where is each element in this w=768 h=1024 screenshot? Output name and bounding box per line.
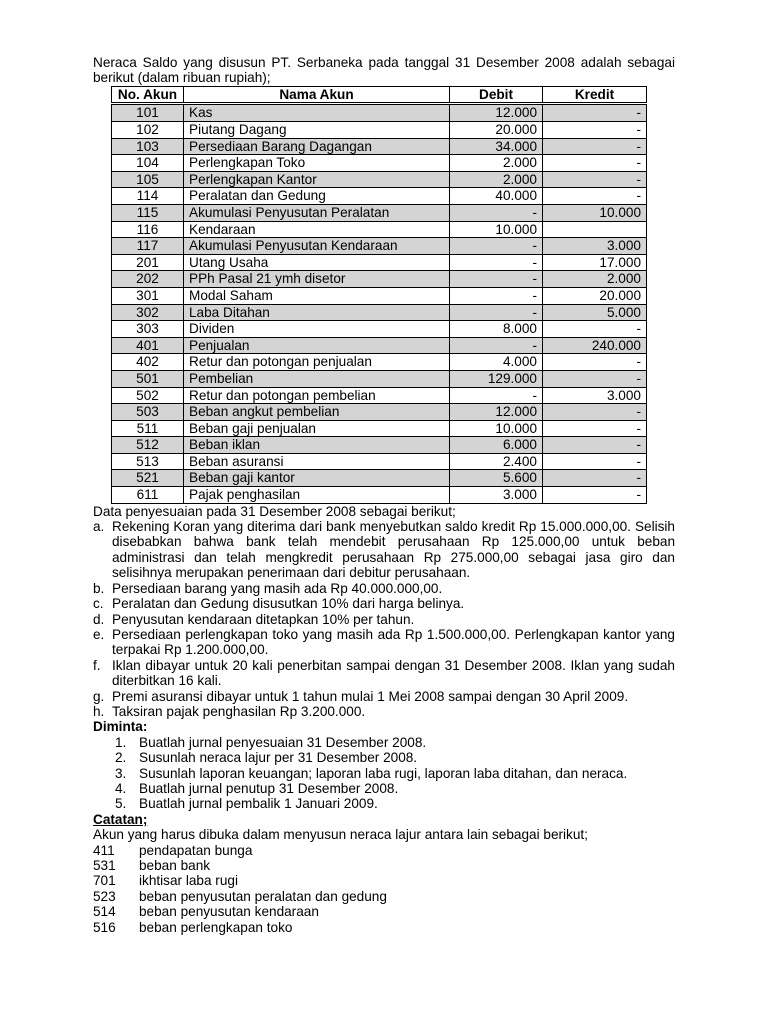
intro-paragraph: Neraca Saldo yang disusun PT. Serbaneka pada tanggal 31 Desember 2008 adalah sebagai berikut (dalam ribuan rupiah); — [93, 55, 675, 86]
table-row — [112, 470, 647, 487]
cell-credit: - — [543, 321, 647, 338]
cell-account-name: Dividen — [184, 321, 450, 338]
adjustment-item-marker: a. — [93, 519, 105, 535]
table-row — [112, 138, 647, 155]
table-row — [112, 221, 647, 238]
cell-account-name: Retur dan potongan penjualan — [184, 354, 450, 371]
cell-credit: 3.000 — [543, 387, 647, 404]
account-code: 523 — [93, 888, 116, 904]
task-item — [115, 750, 675, 765]
cell-account-name: Akumulasi Penyusutan Kendaraan — [184, 238, 450, 255]
cell-debit: 20.000 — [450, 122, 543, 139]
cell-account-number: 511 — [112, 420, 184, 437]
cell-account-name: PPh Pasal 21 ymh disetor — [184, 271, 450, 288]
cell-account-number: 117 — [112, 238, 184, 255]
cell-debit: 2.000 — [450, 155, 543, 172]
adjustment-item-text: Iklan dibayar untuk 20 kali penerbitan sampai dengan 31 Desember 2008. Iklan yang sudah diterbitkan 16 kali. — [112, 657, 675, 689]
cell-debit: - — [450, 271, 543, 288]
adjustment-item-text: Premi asuransi dibayar untuk 1 tahun mulai 1 Mei 2008 sampai dengan 30 April 2009. — [112, 688, 629, 704]
cell-account-name: Pajak penghasilan — [184, 487, 450, 504]
table-row — [112, 487, 647, 504]
table-row — [112, 337, 647, 354]
cell-account-number: 302 — [112, 304, 184, 321]
table-row — [112, 321, 647, 338]
table-row — [112, 420, 647, 437]
task-item-text: Susunlah laporan keuangan; laporan laba rugi, laporan laba ditahan, dan neraca. — [139, 765, 628, 781]
cell-debit: 10.000 — [450, 221, 543, 238]
cell-account-name: Retur dan potongan pembelian — [184, 387, 450, 404]
cell-debit: - — [450, 337, 543, 354]
cell-account-number: 501 — [112, 370, 184, 387]
cell-account-number: 513 — [112, 453, 184, 470]
task-item — [115, 781, 675, 796]
adjustment-item-marker: e. — [93, 626, 105, 642]
cell-account-name: Akumulasi Penyusutan Peralatan — [184, 204, 450, 221]
table-row — [112, 122, 647, 139]
adjustment-item — [93, 689, 675, 704]
cell-account-number: 503 — [112, 404, 184, 421]
account-name: beban bank — [139, 858, 211, 873]
adjustment-item-text: Penyusutan kendaraan ditetapkan 10% per tahun. — [112, 611, 415, 627]
cell-credit: - — [543, 470, 647, 487]
adjustment-item — [93, 658, 675, 689]
cell-debit: 40.000 — [450, 188, 543, 205]
cell-credit: - — [543, 420, 647, 437]
table-row — [112, 370, 647, 387]
adjustment-item-text: Peralatan dan Gedung disusutkan 10% dari harga belinya. — [112, 596, 465, 612]
cell-account-number: 104 — [112, 155, 184, 172]
cell-credit: 2.000 — [543, 271, 647, 288]
table-row — [112, 287, 647, 304]
cell-account-name: Beban iklan — [184, 437, 450, 454]
task-item-marker: 4. — [115, 780, 127, 796]
cell-account-name: Peralatan dan Gedung — [184, 188, 450, 205]
cell-credit: - — [543, 437, 647, 454]
cell-debit: 12.000 — [450, 104, 543, 122]
cell-account-number: 502 — [112, 387, 184, 404]
cell-account-number: 402 — [112, 354, 184, 371]
cell-account-name: Beban angkut pembelian — [184, 404, 450, 421]
cell-debit: 12.000 — [450, 404, 543, 421]
table-row — [112, 354, 647, 371]
table-row — [112, 188, 647, 205]
adjustment-item-text: Taksiran pajak penghasilan Rp 3.200.000. — [112, 703, 366, 719]
cell-account-number: 611 — [112, 487, 184, 504]
adjustments-title: Data penyesuaian pada 31 Desember 2008 sebagai berikut; — [93, 503, 456, 519]
adjustment-item-text: Rekening Koran yang diterima dari bank menyebutkan saldo kredit Rp 15.000.000,00. Selisih disebabkan bahwa bank telah mendebit perusahaan Rp 125.000,00 untuk beban administrasi dan telah mengkredit perusahaan Rp 275.000,00 sebagai jasa giro dan selisihnya merupakan penerimaan dari debitur perusahaan. — [112, 519, 675, 581]
table-row — [112, 387, 647, 404]
cell-account-name: Beban gaji kantor — [184, 470, 450, 487]
table-row — [112, 437, 647, 454]
account-code: 701 — [93, 873, 116, 889]
task-item — [115, 766, 675, 781]
cell-debit: 8.000 — [450, 321, 543, 338]
task-item — [115, 735, 675, 750]
cell-credit: 17.000 — [543, 254, 647, 271]
cell-account-number: 303 — [112, 321, 184, 338]
cell-account-number: 512 — [112, 437, 184, 454]
account-code: 514 — [93, 904, 116, 920]
catatan-heading: Catatan; — [93, 811, 148, 827]
trial-balance-table — [111, 86, 647, 504]
cell-account-name: Laba Ditahan — [184, 304, 450, 321]
task-item-text: Buatlah jurnal pembalik 1 Januari 2009. — [139, 796, 378, 812]
cell-account-name: Beban asuransi — [184, 453, 450, 470]
cell-debit: 2.000 — [450, 171, 543, 188]
adjustment-item-text: Persediaan perlengkapan toko yang masih ada Rp 1.500.000,00. Perlengkapan kantor yang terpakai Rp 1.200.000,00. — [112, 626, 675, 658]
adjustment-item-marker: c. — [93, 596, 104, 612]
cell-account-number: 103 — [112, 138, 184, 155]
cell-account-number: 101 — [112, 104, 184, 122]
account-name: pendapatan bunga — [139, 842, 253, 858]
adjustment-item — [93, 627, 675, 658]
cell-debit: 6.000 — [450, 437, 543, 454]
table-row — [112, 104, 647, 122]
adjustments-list — [93, 519, 675, 719]
header-nama-akun: Nama Akun — [184, 86, 450, 104]
diminta-heading: Diminta: — [93, 719, 148, 735]
task-item-marker: 2. — [115, 750, 127, 766]
cell-account-number: 521 — [112, 470, 184, 487]
cell-account-name: Pembelian — [184, 370, 450, 387]
task-item — [115, 796, 675, 811]
task-item-text: Buatlah jurnal penutup 31 Desember 2008. — [139, 780, 399, 796]
cell-credit: - — [543, 138, 647, 155]
cell-debit: 5.600 — [450, 470, 543, 487]
cell-account-name: Kas — [184, 104, 450, 122]
account-item — [93, 904, 675, 919]
cell-credit: - — [543, 404, 647, 421]
adjustment-item — [93, 581, 675, 596]
cell-debit: 4.000 — [450, 354, 543, 371]
adjustment-item-text: Persediaan barang yang masih ada Rp 40.000.000,00. — [112, 580, 443, 596]
cell-account-name: Kendaraan — [184, 221, 450, 238]
cell-account-name: Modal Saham — [184, 287, 450, 304]
cell-credit: - — [543, 104, 647, 122]
adjustment-item-marker: f. — [93, 657, 101, 673]
cell-account-name: Persediaan Barang Dagangan — [184, 138, 450, 155]
adjustment-item-marker: d. — [93, 611, 105, 627]
cell-credit: - — [543, 487, 647, 504]
adjustment-item-marker: h. — [93, 703, 105, 719]
cell-account-number: 102 — [112, 122, 184, 139]
task-item-text: Susunlah neraca lajur per 31 Desember 2008. — [139, 750, 418, 766]
cell-credit: - — [543, 171, 647, 188]
cell-credit: 240.000 — [543, 337, 647, 354]
table-row — [112, 453, 647, 470]
adjustment-item-marker: g. — [93, 688, 105, 704]
account-code: 411 — [93, 842, 115, 858]
cell-credit: - — [543, 354, 647, 371]
cell-debit: 34.000 — [450, 138, 543, 155]
account-name: beban penyusutan peralatan dan gedung — [139, 888, 387, 904]
table-row — [112, 204, 647, 221]
table-row — [112, 171, 647, 188]
account-code: 516 — [93, 919, 116, 935]
cell-account-name: Utang Usaha — [184, 254, 450, 271]
adjustment-item — [93, 704, 675, 719]
account-item — [93, 843, 675, 858]
cell-credit: 10.000 — [543, 204, 647, 221]
account-name: ikhtisar laba rugi — [139, 873, 238, 889]
cell-debit: - — [450, 387, 543, 404]
cell-debit: 10.000 — [450, 420, 543, 437]
account-item — [93, 858, 675, 873]
cell-account-name: Perlengkapan Toko — [184, 155, 450, 172]
cell-credit: - — [543, 122, 647, 139]
cell-account-number: 116 — [112, 221, 184, 238]
header-no-akun: No. Akun — [112, 86, 184, 104]
adjustment-item — [93, 596, 675, 611]
cell-credit — [543, 221, 647, 238]
table-row — [112, 304, 647, 321]
cell-account-name: Perlengkapan Kantor — [184, 171, 450, 188]
cell-credit: 20.000 — [543, 287, 647, 304]
catatan-text: Akun yang harus dibuka dalam menyusun neraca lajur antara lain sebagai berikut; — [93, 827, 588, 843]
account-code: 531 — [93, 858, 116, 873]
cell-account-number: 115 — [112, 204, 184, 221]
cell-account-number: 202 — [112, 271, 184, 288]
cell-account-name: Penjualan — [184, 337, 450, 354]
cell-credit: 3.000 — [543, 238, 647, 255]
cell-account-number: 201 — [112, 254, 184, 271]
cell-account-number: 301 — [112, 287, 184, 304]
header-debit: Debit — [450, 86, 543, 104]
header-kredit: Kredit — [543, 86, 647, 104]
document-page — [93, 55, 675, 935]
cell-account-name: Beban gaji penjualan — [184, 420, 450, 437]
adjustment-item — [93, 519, 675, 581]
account-item — [93, 920, 675, 935]
cell-debit: 3.000 — [450, 487, 543, 504]
table-row — [112, 254, 647, 271]
task-item-text: Buatlah jurnal penyesuaian 31 Desember 2008. — [139, 734, 427, 750]
task-item-marker: 1. — [115, 734, 127, 750]
account-name: beban penyusutan kendaraan — [139, 904, 319, 920]
account-item — [93, 873, 675, 888]
adjustment-item — [93, 612, 675, 627]
table-row — [112, 271, 647, 288]
cell-debit: - — [450, 204, 543, 221]
cell-debit: - — [450, 254, 543, 271]
cell-credit: - — [543, 453, 647, 470]
cell-credit: - — [543, 188, 647, 205]
cell-debit: - — [450, 287, 543, 304]
tasks-list — [93, 735, 675, 812]
accounts-list — [93, 843, 675, 935]
task-item-marker: 5. — [115, 796, 127, 812]
cell-debit: - — [450, 238, 543, 255]
table-row — [112, 238, 647, 255]
cell-credit: 5.000 — [543, 304, 647, 321]
cell-debit: 2.400 — [450, 453, 543, 470]
table-row — [112, 404, 647, 421]
cell-account-number: 401 — [112, 337, 184, 354]
task-item-marker: 3. — [115, 765, 127, 781]
cell-credit: - — [543, 155, 647, 172]
cell-account-number: 114 — [112, 188, 184, 205]
cell-debit: 129.000 — [450, 370, 543, 387]
cell-debit: - — [450, 304, 543, 321]
adjustment-item-marker: b. — [93, 580, 105, 596]
account-item — [93, 889, 675, 904]
account-name: beban perlengkapan toko — [139, 919, 293, 935]
cell-account-name: Piutang Dagang — [184, 122, 450, 139]
table-row — [112, 155, 647, 172]
cell-credit: - — [543, 370, 647, 387]
cell-account-number: 105 — [112, 171, 184, 188]
table-header-row — [112, 86, 647, 104]
